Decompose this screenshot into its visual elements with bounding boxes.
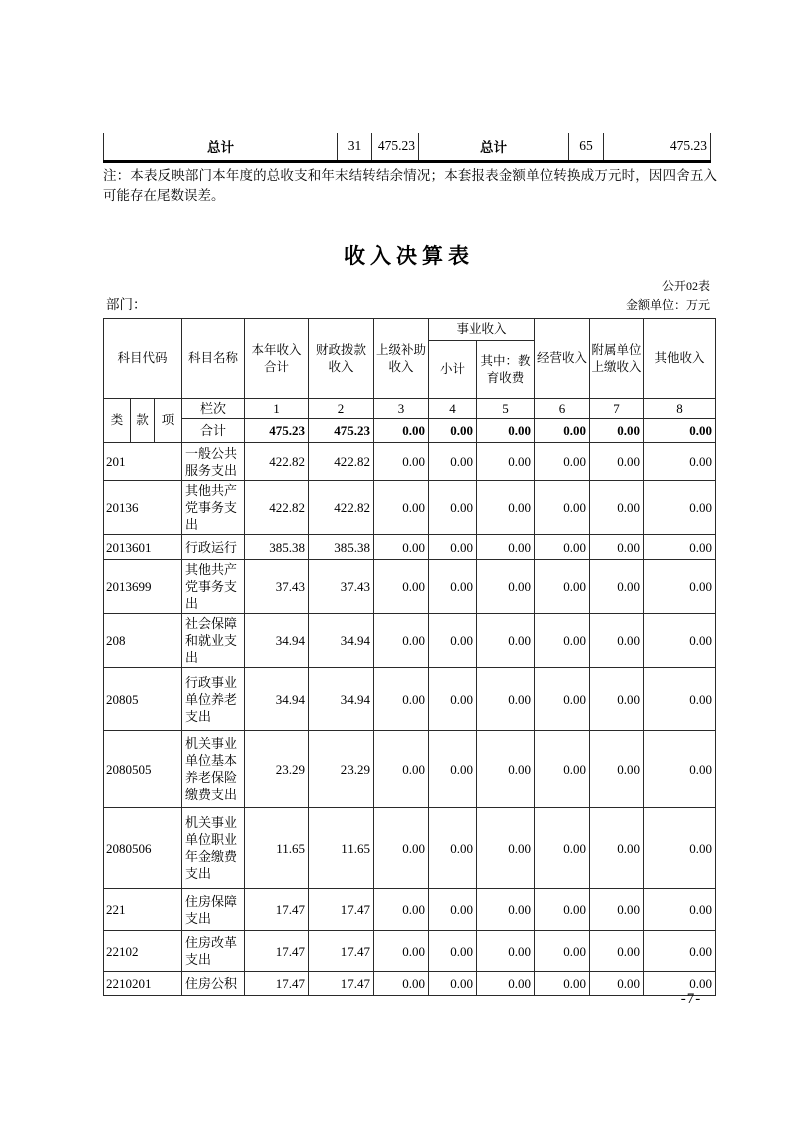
header-category: 类: [104, 399, 131, 443]
header-row-top: [104, 319, 716, 341]
row-value: 0.00: [374, 481, 429, 535]
row-name: 机关事业单位基本养老保险缴费支出: [182, 731, 245, 808]
header-fiscal-appropriation: 财政拨款收入: [309, 319, 374, 399]
row-value: 0.00: [644, 535, 716, 560]
header-operating-income: 经营收入: [535, 319, 590, 399]
row-value: 0.00: [429, 808, 477, 889]
header-current-year-total: 本年收入合计: [245, 319, 309, 399]
total-label-right: 总计: [419, 133, 569, 161]
row-value: 422.82: [309, 443, 374, 481]
header-affiliated-remittance: 附属单位上缴收入: [590, 319, 644, 399]
row-value: 34.94: [245, 614, 309, 668]
column-number: 4: [429, 399, 477, 419]
row-value: 0.00: [644, 560, 716, 614]
row-value: 0.00: [477, 560, 535, 614]
table-row: [104, 614, 716, 668]
row-value: 0.00: [374, 808, 429, 889]
total-value-right: 475.23: [604, 133, 711, 161]
table-row: [104, 931, 716, 972]
row-name: 行政事业单位养老支出: [182, 668, 245, 731]
row-value: 0.00: [590, 560, 644, 614]
previous-table-total-row: [103, 133, 711, 163]
grand-total-value: 0.00: [644, 419, 716, 443]
table-row: [104, 808, 716, 889]
row-value: 0.00: [535, 731, 590, 808]
row-value: 422.82: [245, 481, 309, 535]
row-value: 11.65: [245, 808, 309, 889]
column-number: 8: [644, 399, 716, 419]
row-name: 其他共产党事务支出: [182, 560, 245, 614]
table-row: [104, 731, 716, 808]
row-value: 0.00: [644, 443, 716, 481]
header-business-subtotal: 小计: [429, 341, 477, 399]
row-value: 11.65: [309, 808, 374, 889]
row-code: 20805: [104, 668, 182, 731]
row-value: 17.47: [309, 931, 374, 972]
row-code: 2080506: [104, 808, 182, 889]
total-colno-left: 31: [338, 133, 372, 161]
column-number: 1: [245, 399, 309, 419]
header-other-income: 其他收入: [644, 319, 716, 399]
row-value: 0.00: [477, 731, 535, 808]
page-title: 收入决算表: [344, 245, 474, 268]
table-row: [104, 481, 716, 535]
column-number: 7: [590, 399, 644, 419]
page-number: -7-: [680, 991, 702, 1007]
row-value: 17.47: [309, 889, 374, 931]
row-value: 422.82: [245, 443, 309, 481]
row-name: 住房保障支出: [182, 889, 245, 931]
row-code: 2210201: [104, 972, 182, 996]
row-value: 0.00: [590, 808, 644, 889]
row-value: 0.00: [374, 443, 429, 481]
column-number-row: [104, 399, 716, 419]
row-value: 0.00: [477, 808, 535, 889]
row-value: 17.47: [245, 972, 309, 996]
table-row: [104, 972, 716, 996]
table-row: [104, 443, 716, 481]
row-value: 0.00: [535, 535, 590, 560]
row-name: 社会保障和就业支出: [182, 614, 245, 668]
row-value: 0.00: [535, 443, 590, 481]
grand-total-value: 475.23: [245, 419, 309, 443]
row-value: 0.00: [429, 535, 477, 560]
header-business-income-group: 事业收入: [429, 319, 535, 341]
row-value: 0.00: [429, 668, 477, 731]
row-name: 其他共产党事务支出: [182, 481, 245, 535]
row-value: 0.00: [535, 614, 590, 668]
row-value: 0.00: [590, 731, 644, 808]
row-name: 住房改革支出: [182, 931, 245, 972]
row-value: 0.00: [590, 535, 644, 560]
column-number: 3: [374, 399, 429, 419]
header-item: 项: [155, 399, 182, 443]
column-number: 5: [477, 399, 535, 419]
header-subject-code: 科目代码: [104, 319, 182, 399]
row-value: 0.00: [590, 443, 644, 481]
table-row: [104, 560, 716, 614]
row-value: 0.00: [477, 535, 535, 560]
table-code-label: 公开02表: [661, 279, 710, 293]
row-value: 0.00: [535, 972, 590, 996]
row-value: 0.00: [535, 808, 590, 889]
grand-total-value: 0.00: [374, 419, 429, 443]
row-value: 0.00: [477, 481, 535, 535]
row-code: 2013699: [104, 560, 182, 614]
row-value: 0.00: [374, 535, 429, 560]
row-value: 0.00: [644, 731, 716, 808]
row-value: 37.43: [245, 560, 309, 614]
department-label: 部门：: [106, 297, 147, 312]
row-code: 201: [104, 443, 182, 481]
row-code: 2013601: [104, 535, 182, 560]
row-name: 住房公积: [182, 972, 245, 996]
row-value: 0.00: [477, 889, 535, 931]
total-colno-right: 65: [569, 133, 604, 161]
row-value: 0.00: [429, 931, 477, 972]
row-value: 0.00: [590, 931, 644, 972]
row-value: 17.47: [245, 931, 309, 972]
row-value: 0.00: [374, 931, 429, 972]
row-value: 0.00: [644, 972, 716, 996]
row-value: 37.43: [309, 560, 374, 614]
row-value: 0.00: [429, 443, 477, 481]
column-number: 6: [535, 399, 590, 419]
row-value: 385.38: [245, 535, 309, 560]
row-value: 23.29: [245, 731, 309, 808]
header-superior-subsidy: 上级补助收入: [374, 319, 429, 399]
total-row: [104, 133, 711, 161]
header-subject-name: 科目名称: [182, 319, 245, 399]
row-value: 0.00: [535, 889, 590, 931]
table-row: [104, 668, 716, 731]
row-code: 208: [104, 614, 182, 668]
row-value: 0.00: [644, 614, 716, 668]
grand-total-value: 475.23: [309, 419, 374, 443]
row-value: 0.00: [477, 972, 535, 996]
row-value: 422.82: [309, 481, 374, 535]
header-business-education: 其中：教育收费: [477, 341, 535, 399]
row-code: 221: [104, 889, 182, 931]
row-value: 0.00: [374, 668, 429, 731]
row-value: 0.00: [477, 443, 535, 481]
row-value: 0.00: [429, 560, 477, 614]
row-code: 2080505: [104, 731, 182, 808]
table-row: [104, 889, 716, 931]
row-value: 0.00: [590, 889, 644, 931]
grand-total-value: 0.00: [590, 419, 644, 443]
row-value: 23.29: [309, 731, 374, 808]
row-value: 0.00: [374, 731, 429, 808]
total-label-left: 总计: [104, 133, 338, 161]
grand-total-value: 0.00: [477, 419, 535, 443]
row-value: 0.00: [590, 668, 644, 731]
row-value: 34.94: [309, 614, 374, 668]
row-name: 行政运行: [182, 535, 245, 560]
header-section: 款: [131, 399, 155, 443]
row-value: 0.00: [477, 614, 535, 668]
row-value: 0.00: [374, 614, 429, 668]
row-value: 0.00: [590, 481, 644, 535]
row-value: 385.38: [309, 535, 374, 560]
grand-total-row: [104, 419, 716, 443]
row-value: 0.00: [535, 481, 590, 535]
row-value: 34.94: [309, 668, 374, 731]
row-value: 34.94: [245, 668, 309, 731]
row-value: 0.00: [644, 668, 716, 731]
row-value: 0.00: [477, 931, 535, 972]
row-value: 0.00: [535, 560, 590, 614]
row-value: 17.47: [309, 972, 374, 996]
row-value: 0.00: [429, 481, 477, 535]
table-row: [104, 535, 716, 560]
row-value: 0.00: [429, 614, 477, 668]
row-name: 一般公共服务支出: [182, 443, 245, 481]
row-value: 0.00: [374, 889, 429, 931]
row-value: 0.00: [374, 560, 429, 614]
row-name: 机关事业单位职业年金缴费支出: [182, 808, 245, 889]
row-value: 0.00: [374, 972, 429, 996]
footnote-text: 注：本表反映部门本年度的总收支和年末结转结余情况；本套报表金额单位转换成万元时，因四舍五入可能存在尾数误差。: [103, 168, 717, 203]
grand-total-value: 0.00: [535, 419, 590, 443]
grand-total-label: 合计: [182, 419, 245, 443]
row-value: 17.47: [245, 889, 309, 931]
row-value: 0.00: [590, 972, 644, 996]
row-value: 0.00: [535, 931, 590, 972]
row-value: 0.00: [429, 889, 477, 931]
row-value: 0.00: [644, 808, 716, 889]
row-value: 0.00: [644, 481, 716, 535]
header-column-row-label: 栏次: [182, 399, 245, 419]
unit-label: 金额单位：万元: [625, 298, 710, 312]
row-value: 0.00: [590, 614, 644, 668]
total-value-left: 475.23: [372, 133, 419, 161]
column-number: 2: [309, 399, 374, 419]
row-value: 0.00: [429, 972, 477, 996]
row-code: 20136: [104, 481, 182, 535]
grand-total-value: 0.00: [429, 419, 477, 443]
income-table: [103, 318, 716, 996]
row-value: 0.00: [477, 668, 535, 731]
row-code: 22102: [104, 931, 182, 972]
row-value: 0.00: [429, 731, 477, 808]
row-value: 0.00: [644, 889, 716, 931]
row-value: 0.00: [535, 668, 590, 731]
row-value: 0.00: [644, 931, 716, 972]
